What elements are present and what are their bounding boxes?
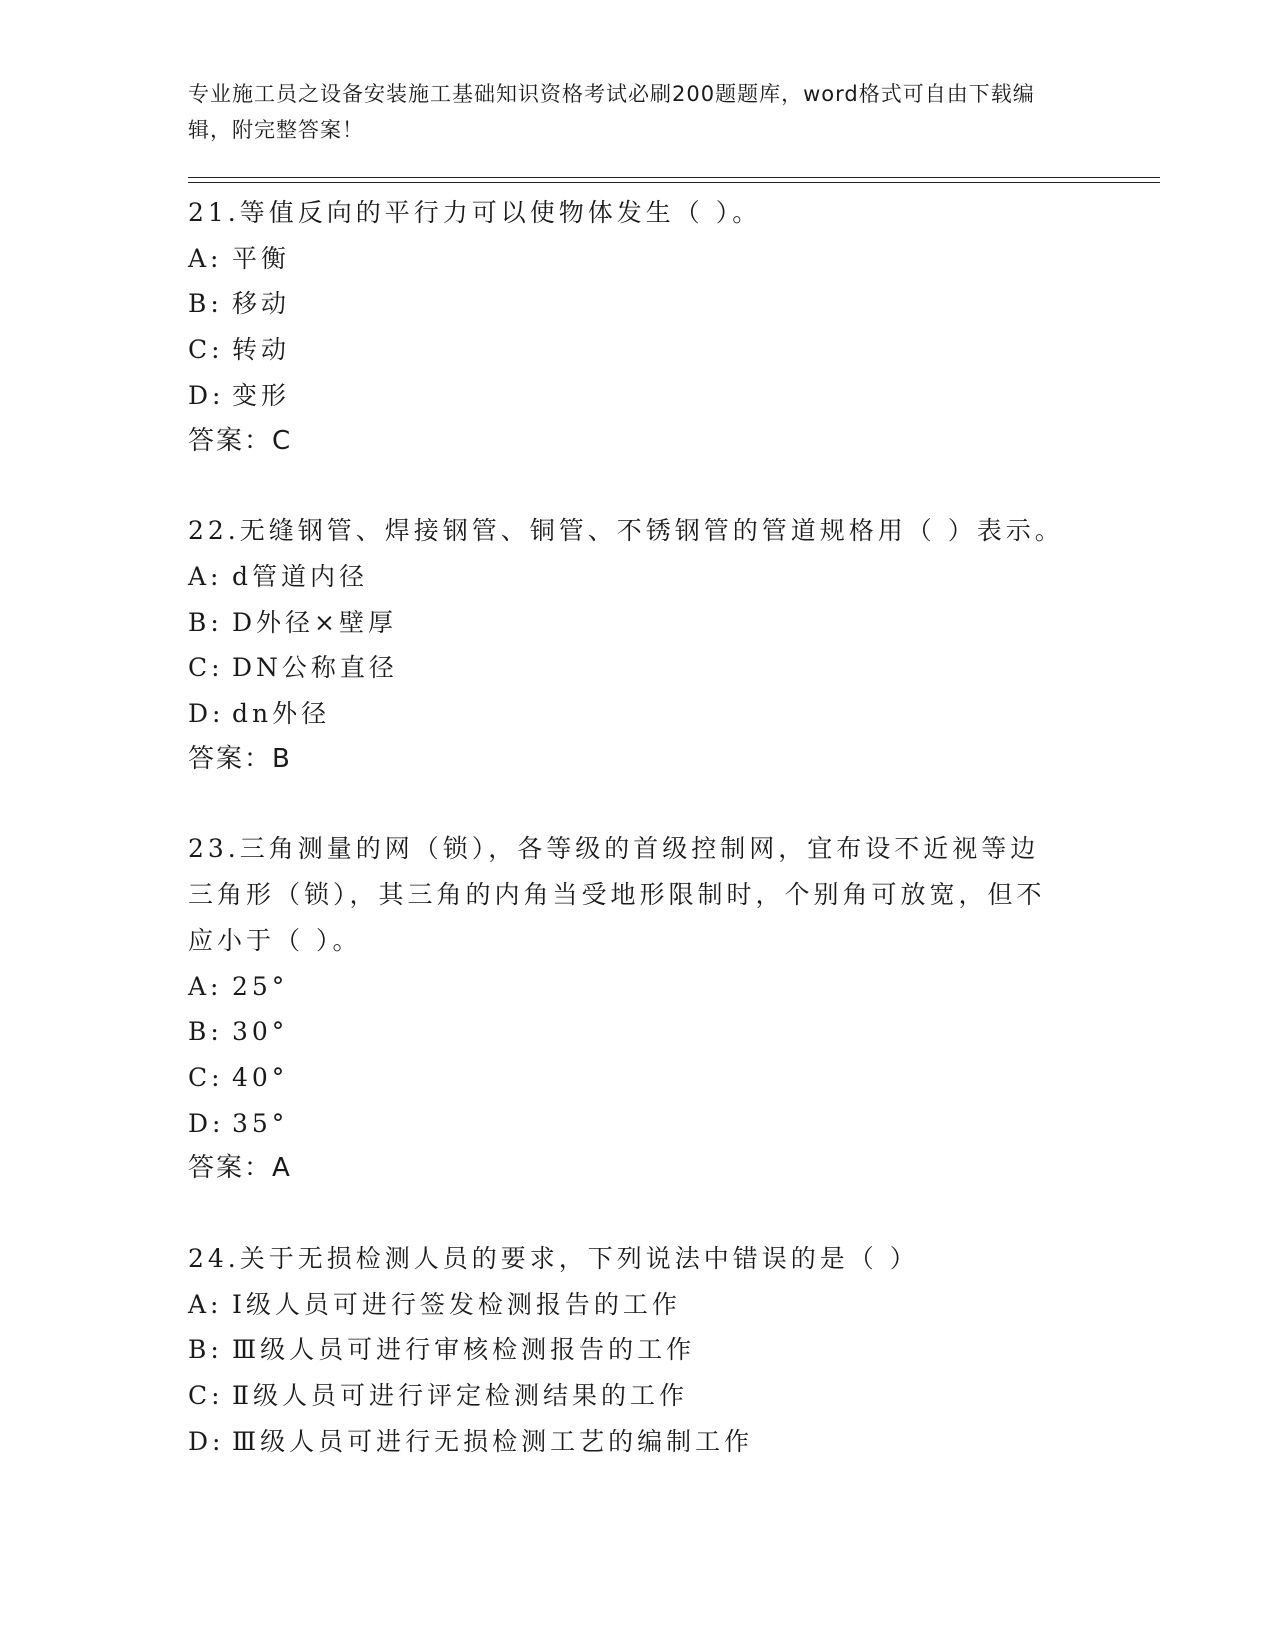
question-list (188, 190, 1088, 1509)
option-c (188, 645, 1088, 691)
option-a (188, 964, 1088, 1010)
option-text: d管道内径 (232, 561, 369, 591)
option-letter: B: (188, 1017, 223, 1047)
option-text: 平衡 (232, 243, 291, 273)
option-b (188, 281, 1088, 327)
option-text: D外径×壁厚 (232, 607, 397, 637)
header-divider-line-1 (188, 177, 1160, 178)
option-d (188, 1419, 1088, 1465)
question-stem: 23.三角测量的网（锁），各等级的首级控制网，宜布设不近视等边三角形（锁），其三角的内角当受地形限制时，个别角可放宽，但不应小于（ ）。 (188, 834, 1046, 955)
option-letter: D: (188, 1108, 225, 1138)
answer-line: 答案：C (188, 425, 293, 456)
option-c (188, 1055, 1088, 1101)
option-text: 转动 (232, 335, 291, 365)
option-letter: B: (188, 607, 223, 637)
answer-line: 答案：A (188, 1153, 292, 1184)
option-text: Ⅲ级人员可进行审核检测报告的工作 (232, 1335, 696, 1365)
option-b (188, 600, 1088, 646)
option-text: Ⅰ级人员可进行签发检测报告的工作 (232, 1289, 681, 1319)
question-23 (188, 826, 1088, 1192)
question-24 (188, 1236, 1088, 1465)
option-text: dn外径 (232, 699, 331, 729)
option-letter: C: (188, 1381, 224, 1411)
question-stem: 24.关于无损检测人员的要求，下列说法中错误的是（ ） (188, 1244, 919, 1274)
option-letter: A: (188, 561, 223, 591)
option-letter: C: (188, 653, 224, 683)
option-letter: B: (188, 1335, 223, 1365)
option-b (188, 1327, 1088, 1373)
option-text: 40° (232, 1062, 289, 1092)
question-stem: 22.无缝钢管、焊接钢管、铜管、不锈钢管的管道规格用（ ）表示。 (188, 516, 1064, 546)
option-letter: B: (188, 289, 223, 319)
option-c (188, 327, 1088, 373)
option-letter: A: (188, 243, 223, 273)
option-letter: A: (188, 971, 223, 1001)
option-b (188, 1009, 1088, 1055)
option-letter: D: (188, 380, 225, 410)
option-letter: A: (188, 1289, 223, 1319)
option-letter: D: (188, 1426, 225, 1456)
option-text: 30° (232, 1017, 289, 1047)
option-text: 35° (232, 1108, 289, 1138)
option-text: Ⅱ级人员可进行评定检测结果的工作 (232, 1381, 688, 1411)
option-letter: C: (188, 1062, 224, 1092)
option-text: 移动 (232, 289, 291, 319)
option-d (188, 373, 1088, 419)
option-text: DN公称直径 (232, 653, 398, 683)
option-text: 25° (232, 971, 289, 1001)
option-letter: D: (188, 699, 225, 729)
answer-line: 答案：B (188, 743, 292, 774)
option-text: Ⅲ级人员可进行无损检测工艺的编制工作 (232, 1426, 754, 1456)
option-a (188, 554, 1088, 600)
document-header: 专业施工员之设备安装施工基础知识资格考试必刷200题题库，word格式可自由下载编辑，附完整答案！ (188, 82, 1035, 142)
header-divider-line-2 (188, 182, 1160, 183)
option-text: 变形 (232, 380, 291, 410)
option-a (188, 236, 1088, 282)
question-21 (188, 190, 1088, 464)
option-d (188, 1101, 1088, 1147)
question-stem: 21.等值反向的平行力可以使物体发生（ ）。 (188, 198, 762, 227)
option-c (188, 1373, 1088, 1419)
question-22 (188, 508, 1088, 782)
option-a (188, 1282, 1088, 1328)
option-d (188, 691, 1088, 737)
option-letter: C: (188, 335, 224, 365)
